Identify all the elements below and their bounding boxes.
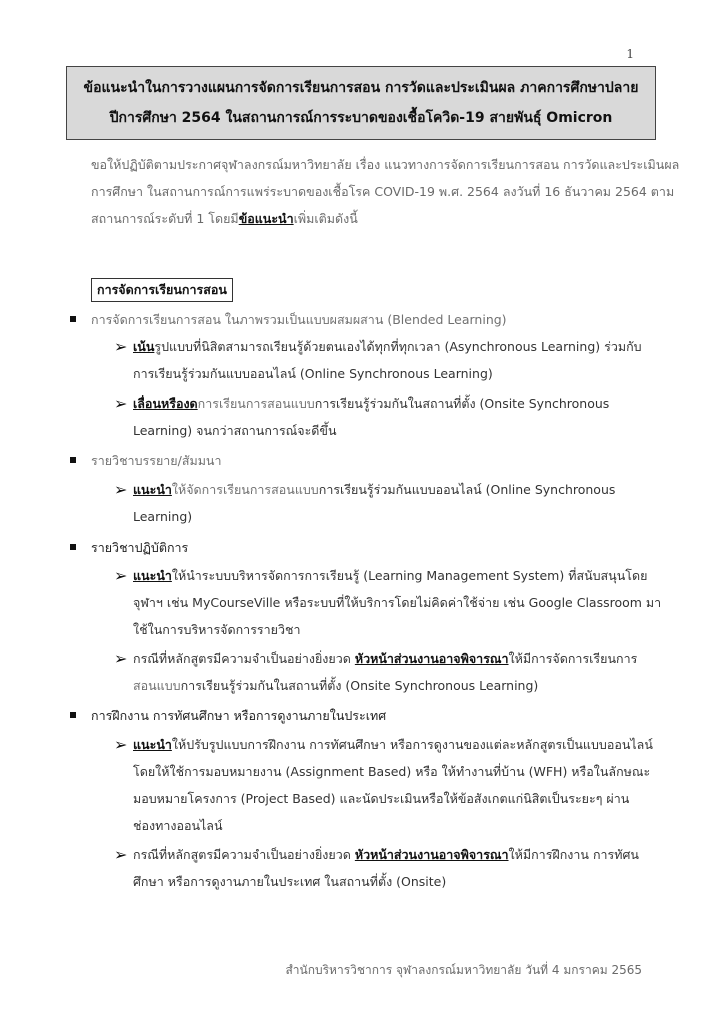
arrow-bullet-icon: ➢	[114, 735, 128, 754]
square-bullet-icon	[70, 712, 76, 718]
arrow-bullet-icon: ➢	[114, 649, 128, 668]
arrow-bullet-icon: ➢	[114, 566, 128, 585]
sub-line-grey: สอนแบบ	[133, 678, 181, 693]
sub-line-pre: กรณีที่หลักสูตรมีความจำเป็นอย่างยิ่งยวด	[133, 847, 355, 862]
sub-line: ช่องทางออนไลน์	[133, 818, 223, 833]
sub-line-grey: ให้จัดการเรียนการสอนแบบ	[171, 482, 319, 497]
list-item-text: รายวิชาบรรยาย/สัมมนา	[91, 453, 222, 468]
arrow-bullet-icon: ➢	[114, 845, 128, 864]
square-bullet-icon	[70, 316, 76, 322]
sub-line-post: ให้มีการจัดการเรียนการ	[508, 651, 638, 666]
footer-text: สำนักบริหารวิชาการ จุฬาลงกรณ์มหาวิทยาลัย วันที่ 4 มกราคม 2565	[285, 963, 642, 977]
list-item-text: รายวิชาปฏิบัติการ	[91, 540, 189, 555]
keyword: เน้น	[133, 339, 155, 354]
sub-line-pre: กรณีที่หลักสูตรมีความจำเป็นอย่างยิ่งยวด	[133, 651, 355, 666]
sub-line: Learning) จนกว่าสถานการณ์จะดีขึ้น	[133, 423, 337, 438]
sub-item-text	[133, 333, 653, 387]
keyword: หัวหน้าส่วนงานอาจพิจารณา	[354, 651, 509, 666]
arrow-bullet-icon: ➢	[114, 337, 128, 356]
intro-line-2: การศึกษา ในสถานการณ์การแพร่ระบาดของเชื้อโรค COVID-19 พ.ศ. 2564 ลงวันที่ 16 ธันวาคม 2564 ตาม	[91, 184, 675, 199]
sub-line: ใช้ในการบริหารจัดการรายวิชา	[133, 622, 301, 637]
square-bullet-icon	[70, 457, 76, 463]
sub-line-grey: การเรียนการสอนแบบ	[197, 396, 315, 411]
intro-paragraph	[91, 151, 680, 232]
intro-line-3	[91, 205, 651, 232]
intro-line-3-post: เพิ่มเติมดังนี้	[293, 211, 358, 226]
sub-item-text	[133, 390, 653, 444]
intro-line-1: ขอให้ปฏิบัติตามประกาศจุฬาลงกรณ์มหาวิทยาลัย เรื่อง แนวทางการจัดการเรียนการสอน การวัดและประเมินผล	[91, 157, 680, 172]
title-line-2: ปีการศึกษา 2564 ในสถานการณ์การระบาดของเชื้อโควิด-19 สายพันธุ์ Omicron	[109, 110, 613, 126]
sub-line: โดยให้ใช้การมอบหมายงาน (Assignment Based) หรือ ให้ทำงานที่บ้าน (WFH) หรือในลักษณะ	[133, 764, 651, 779]
intro-line-3-pre: สถานการณ์ระดับที่ 1 โดยมี	[91, 211, 239, 226]
arrow-bullet-icon: ➢	[114, 394, 128, 413]
sub-item-text	[133, 841, 653, 895]
sub-line: การเรียนรู้ร่วมกันแบบออนไลน์ (Online Synchronous Learning)	[133, 366, 493, 381]
list-item-text: การจัดการเรียนการสอน ในภาพรวมเป็นแบบผสมผสาน (Blended Learning)	[91, 312, 507, 327]
sub-line-post: ให้มีการฝึกงาน การทัศน	[508, 847, 639, 862]
title-line-1: ข้อแนะนำในการวางแผนการจัดการเรียนการสอน การวัดและประเมินผล ภาคการศึกษาปลาย	[83, 80, 639, 96]
sub-line: การเรียนรู้ร่วมกันในสถานที่ตั้ง (Onsite Synchronous	[314, 396, 610, 411]
keyword: แนะนำ	[133, 737, 172, 752]
keyword: แนะนำ	[133, 568, 172, 583]
sub-line: ศึกษา หรือการดูงานภายในประเทศ ในสถานที่ตั้ง (Onsite)	[133, 874, 447, 889]
sub-line: รูปแบบที่นิสิตสามารถเรียนรู้ด้วยตนเองได้ทุกที่ทุกเวลา (Asynchronous Learning) ร่วมกับ	[154, 339, 642, 354]
intro-emphasis: ข้อแนะนำ	[238, 211, 294, 226]
sub-item-text	[133, 562, 662, 643]
document-title-box	[66, 66, 656, 140]
sub-line: ให้นำระบบบริหารจัดการการเรียนรู้ (Learning Management System) ที่สนับสนุนโดย	[171, 568, 648, 583]
arrow-bullet-icon: ➢	[114, 480, 128, 499]
sub-line: Learning)	[133, 509, 193, 524]
sub-line: การเรียนรู้ร่วมกันในสถานที่ตั้ง (Onsite Synchronous Learning)	[180, 678, 539, 693]
keyword: เลื่อนหรืองด	[133, 396, 198, 411]
sub-item-text	[133, 476, 653, 530]
keyword: หัวหน้าส่วนงานอาจพิจารณา	[354, 847, 509, 862]
section-heading: การจัดการเรียนการสอน	[91, 278, 233, 302]
sub-line: ให้ปรับรูปแบบการฝึกงาน การทัศนศึกษา หรือการดูงานของแต่ละหลักสูตรเป็นแบบออนไลน์	[171, 737, 653, 752]
keyword: แนะนำ	[133, 482, 172, 497]
page-number: 1	[626, 47, 634, 61]
list-item-text: การฝึกงาน การทัศนศึกษา หรือการดูงานภายในประเทศ	[91, 708, 387, 723]
square-bullet-icon	[70, 544, 76, 550]
sub-line: จุฬาฯ เช่น MyCourseVille หรือระบบที่ให้บริการโดยไม่คิดค่าใช้จ่าย เช่น Google Classroom มา	[133, 595, 662, 610]
sub-line: มอบหมายโครงการ (Project Based) และนัดประเมินหรือให้ข้อสังเกตแก่นิสิตเป็นระยะๆ ผ่าน	[133, 791, 630, 806]
sub-item-text	[133, 731, 653, 839]
sub-line: การเรียนรู้ร่วมกันแบบออนไลน์ (Online Synchronous	[318, 482, 616, 497]
sub-item-text	[133, 645, 653, 699]
